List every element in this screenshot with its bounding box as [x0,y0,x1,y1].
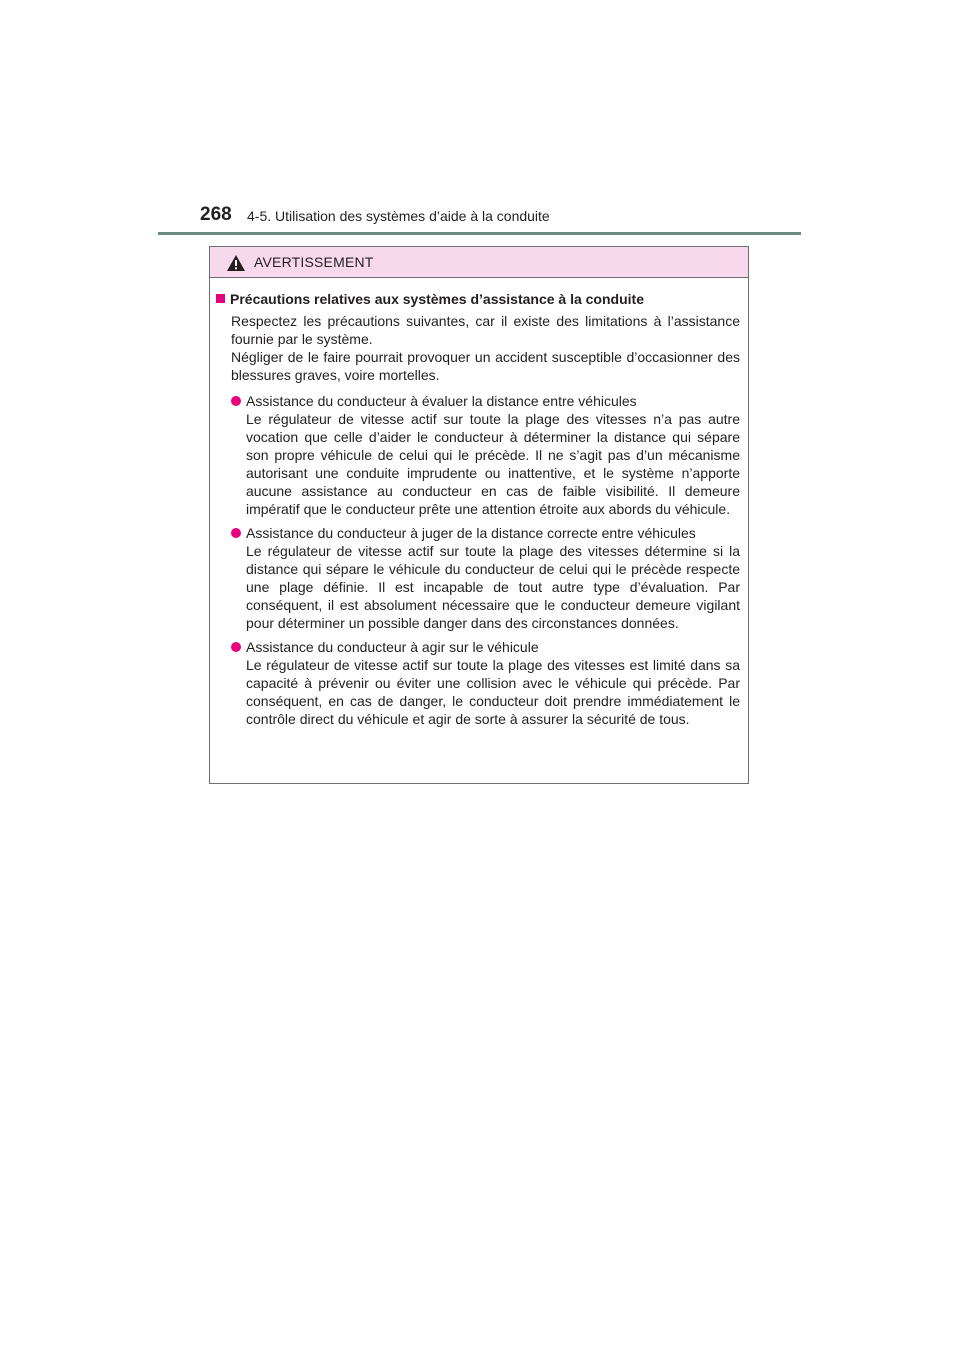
list-item [231,392,740,518]
square-bullet-icon [216,294,225,303]
section-title: 4-5. Utilisation des systèmes d’aide à la conduite [247,208,550,224]
item-lead: Assistance du conducteur à agir sur le véhicule [246,639,539,655]
round-bullet-icon [231,528,241,538]
item-lead: Assistance du conducteur à évaluer la distance entre véhicules [246,393,637,409]
item-lead: Assistance du conducteur à juger de la distance correcte entre véhicules [246,525,696,541]
round-bullet-icon [231,642,241,652]
item-body: Le régulateur de vitesse actif sur toute la plage des vitesses détermine si la distance qui sépare le véhicule du conducteur de celui qui le précède respecte une plage définie. Il est incapable de tout autre type d’évaluation. Par conséquent, il est absolument nécessaire que le conducteur demeure vigilant pour déterminer un possible danger dans des circonstances données. [246,543,740,631]
intro-paragraph: Respectez les précautions suivantes, car il existe des limitations à l’assistance fournie par le système. [231,313,740,347]
page-header [200,204,800,232]
header-rule [158,232,801,235]
warning-header [210,247,748,278]
topic-title: Précautions relatives aux systèmes d’assistance à la conduite [230,291,644,307]
warning-body [210,278,748,728]
warning-box [209,246,749,784]
topic-heading [214,290,740,308]
warning-triangle-icon [227,255,245,271]
list-item [231,524,740,632]
list-item [231,638,740,728]
warning-label: AVERTISSEMENT [254,254,374,270]
item-body: Le régulateur de vitesse actif sur toute la plage des vitesses n’a pas autre vocation que celle d’aider le conducteur à déterminer la distance qui sépare son propre véhicule de celui qui le précède. Il ne s’agit pas d’un mécanisme autorisant une conduite imprudente ou inattentive, et le système n’apporte aucune assistance au conducteur en cas de faible visibilité. Il demeure impératif que le conducteur prête une attention étroite aux abords du véhicule. [246,411,740,517]
page-number: 268 [200,204,232,225]
round-bullet-icon [231,396,241,406]
intro-paragraph: Négliger de le faire pourrait provoquer un accident susceptible d’occasionner des blessures graves, voire mortelles. [231,349,740,383]
item-body: Le régulateur de vitesse actif sur toute la plage des vitesses est limité dans sa capacité à prévenir ou éviter une collision avec le véhicule qui précède. Par conséquent, en cas de danger, le conducteur doit prendre immédiatement le contrôle direct du véhicule et agir de sorte à assurer la sécurité de tous. [246,657,740,727]
